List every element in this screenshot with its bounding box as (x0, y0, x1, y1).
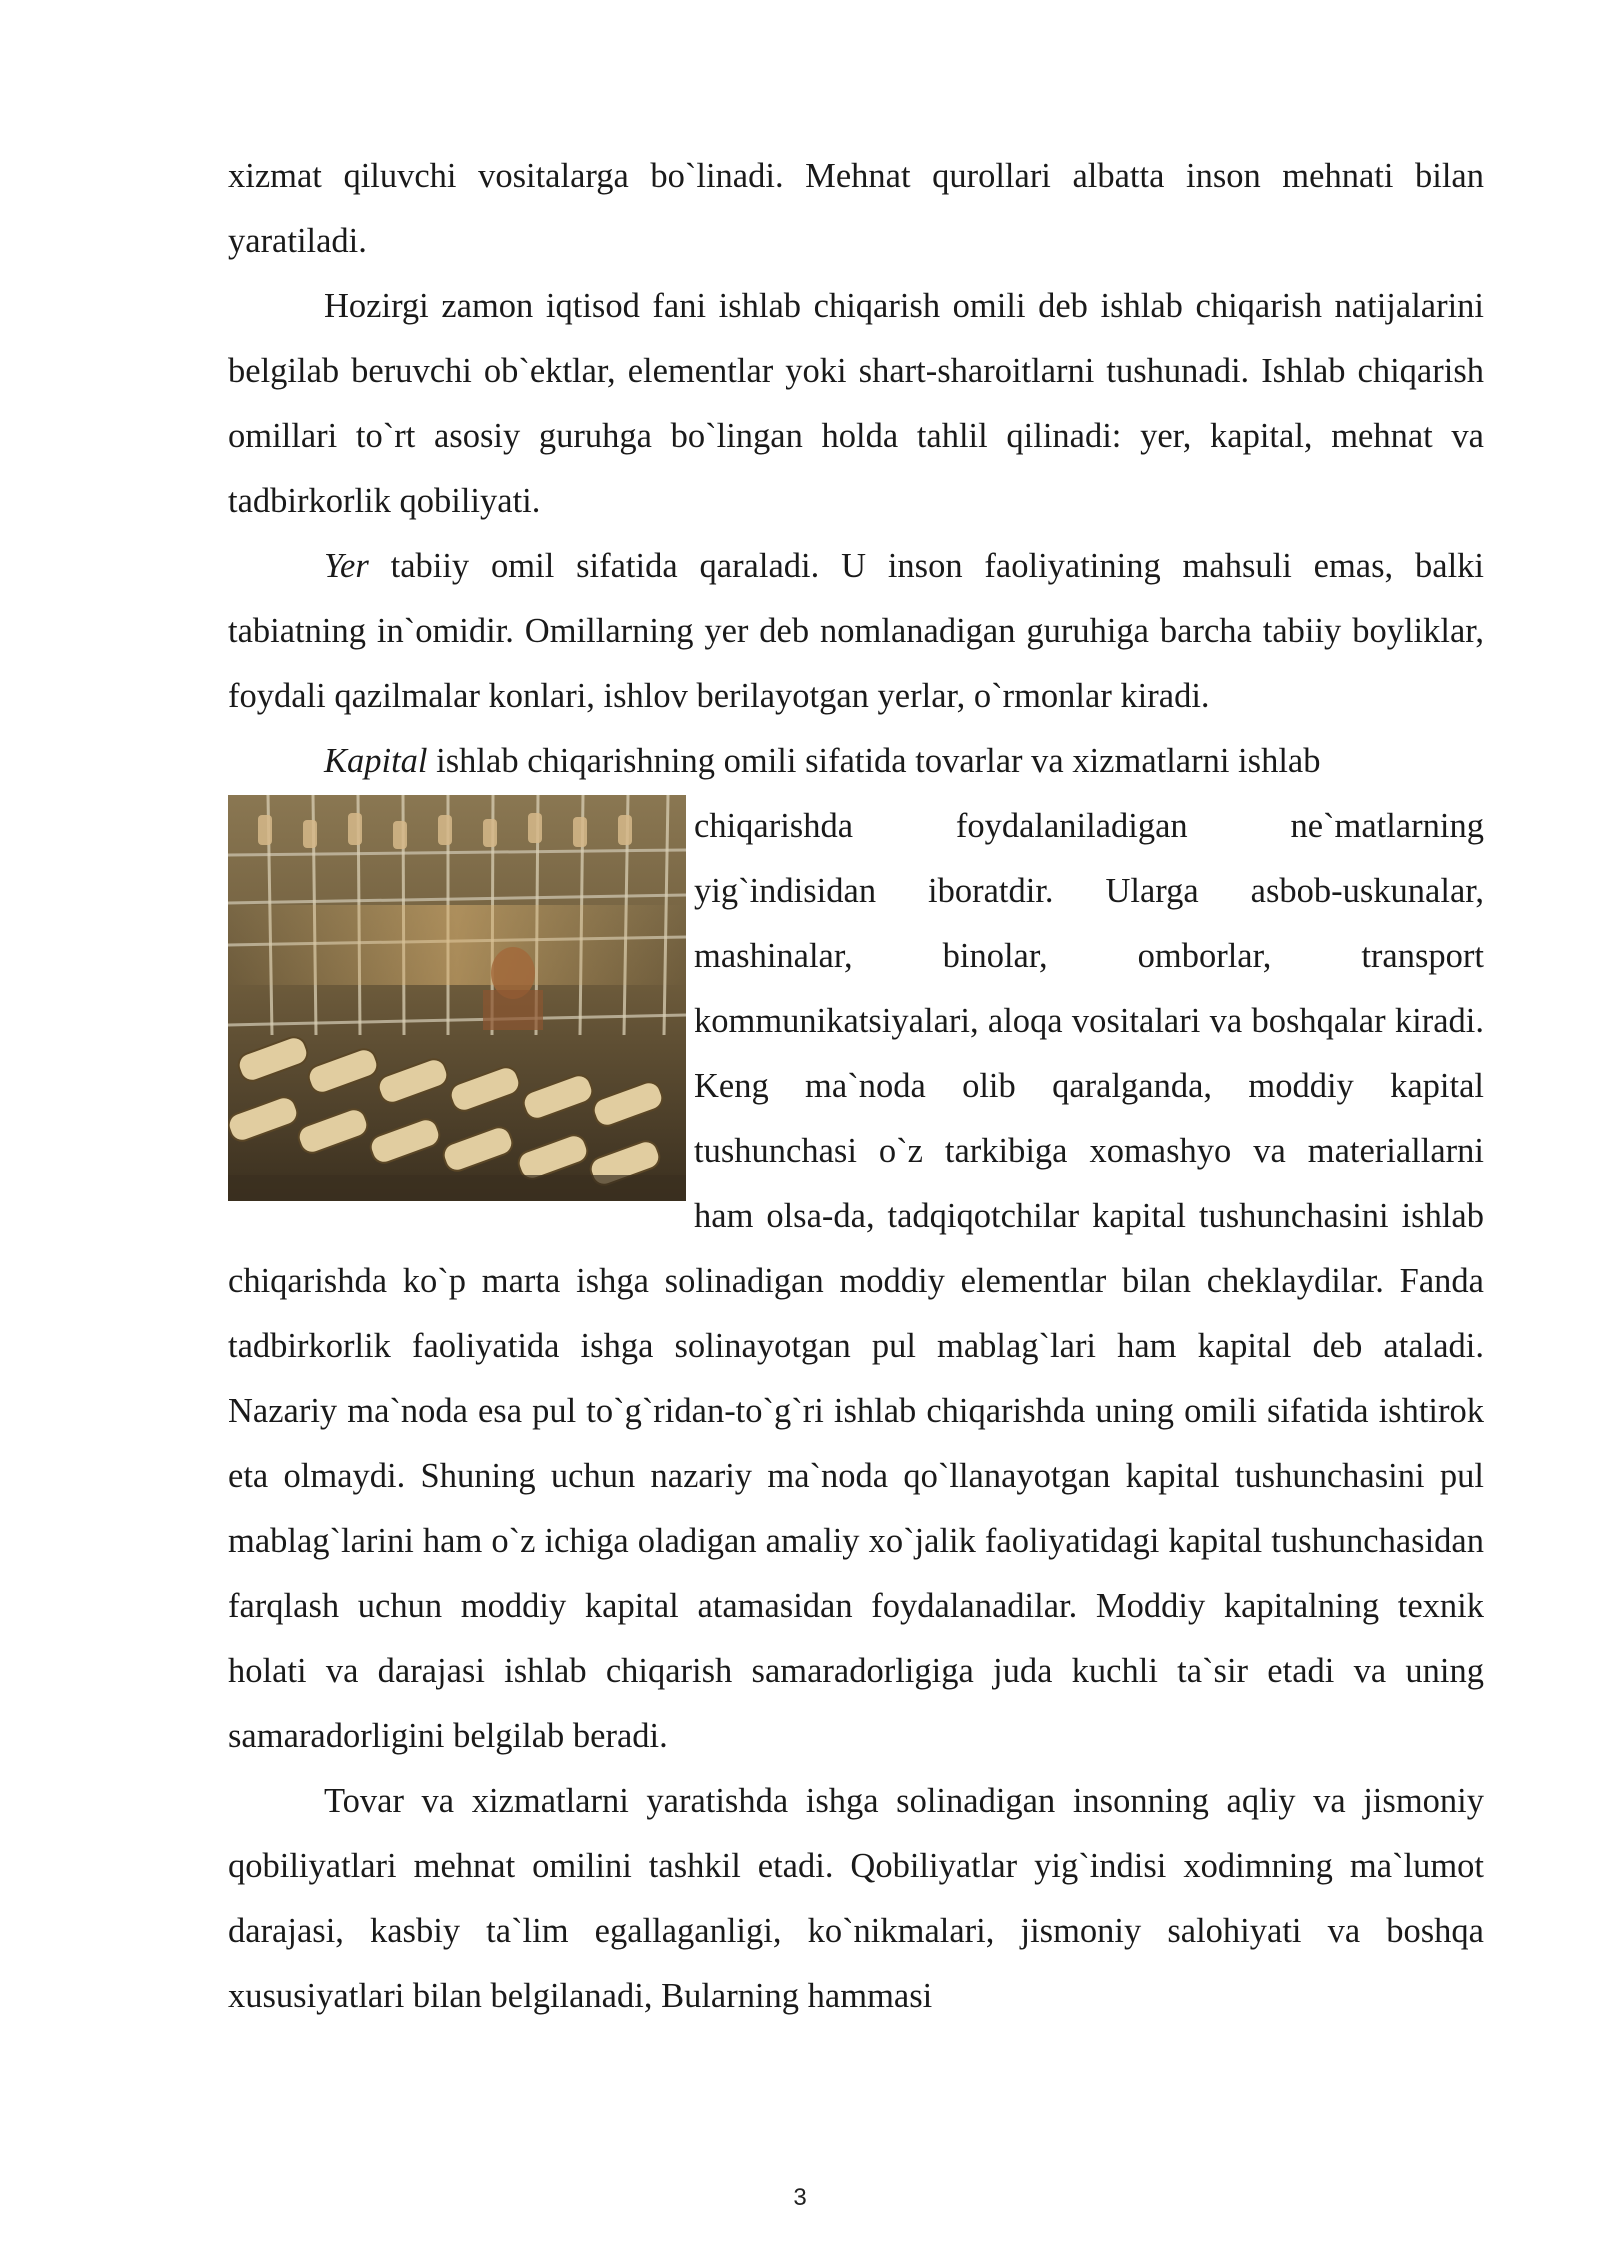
paragraph-text: ishlab chiqarishning omili sifatida tovarlar va xizmatlarni ishlab (427, 742, 1321, 780)
paragraph-text: Tovar va xizmatlarni yaratishda ishga solinadigan insonning aqliy va jismoniy qobiliyatlari mehnat omilini tashkil etadi. Qobiliyatlar yig`indisi xodimning ma`lumot darajasi, kasbiy ta`lim egallaganligi, ko`nikmalari, jismoniy salohiyati va boshqa xususiyatlari bilan belgilanadi, Bularning hammasi (228, 1782, 1484, 2015)
term-italic: Kapital (324, 742, 428, 780)
paragraph-5 (228, 1769, 1484, 2029)
document-page (228, 144, 1484, 2029)
paragraph-2 (228, 274, 1484, 534)
textile-machinery-photo (228, 795, 686, 1201)
paragraph-text: xizmat qiluvchi vositalarga bo`linadi. Mehnat qurollari albatta inson mehnati bilan yaratiladi. (228, 157, 1484, 260)
page-number: 3 (793, 2184, 807, 2211)
paragraph-4-lead (228, 729, 1484, 794)
paragraph-text: Hozirgi zamon iqtisod fani ishlab chiqarish omili deb ishlab chiqarish natijalarini belgilab beruvchi ob`ektlar, elementlar yoki shart-sharoitlarni tushunadi. Ishlab chiqarish omillari to`rt asosiy guruhga bo`lingan holda tahlil qilinadi: yer, kapital, mehnat va tadbirkorlik qobiliyati. (228, 287, 1484, 520)
paragraph-text: chiqarishda foydalaniladigan ne`matlarning yig`indisidan iboratdir. Ularga asbob-uskunalar, mashinalar, binolar, omborlar, transport kommunikatsiyalari, aloqa vositalari va boshqalar kiradi. Keng ma`noda olib qaralganda, moddiy kapital tushunchasi o`z tarkibiga xomashyo va materiallarni ham olsa-da, tadqiqotchilar kapital tushunchasini ishlab chiqarishda ko`p marta ishga solinadigan moddiy elementlar bilan cheklaydilar. Fanda tadbirkorlik faoliyatida ishga solinayotgan pul mablag`lari ham kapital deb ataladi. Nazariy ma`noda esa pul to`g`ridan-to`g`ri ishlab chiqarishda uning omili sifatida ishtirok eta olmaydi. Shuning uchun nazariy ma`noda qo`llanayotgan kapital tushunchasini pul mablag`larini ham o`z ichiga oladigan amaliy xo`jalik faoliyatidagi kapital tushunchasidan farqlash uchun moddiy kapital atamasidan foydalanadilar. Moddiy kapitalning texnik holati va darajasi ishlab chiqarish samaradorligiga juda kuchli ta`sir etadi va uning samaradorligini belgilab beradi. (228, 807, 1484, 1755)
paragraph-1 (228, 144, 1484, 274)
term-italic: Yer (324, 547, 369, 585)
paragraph-3 (228, 534, 1484, 729)
paragraph-text: tabiiy omil sifatida qaraladi. U inson faoliyatining mahsuli emas, balki tabiatning in`omidir. Omillarning yer deb nomlanadigan guruhiga barcha tabiiy boyliklar, foydali qazilmalar konlari, ishlov berilayotgan yerlar, o`rmonlar kiradi. (228, 547, 1484, 715)
